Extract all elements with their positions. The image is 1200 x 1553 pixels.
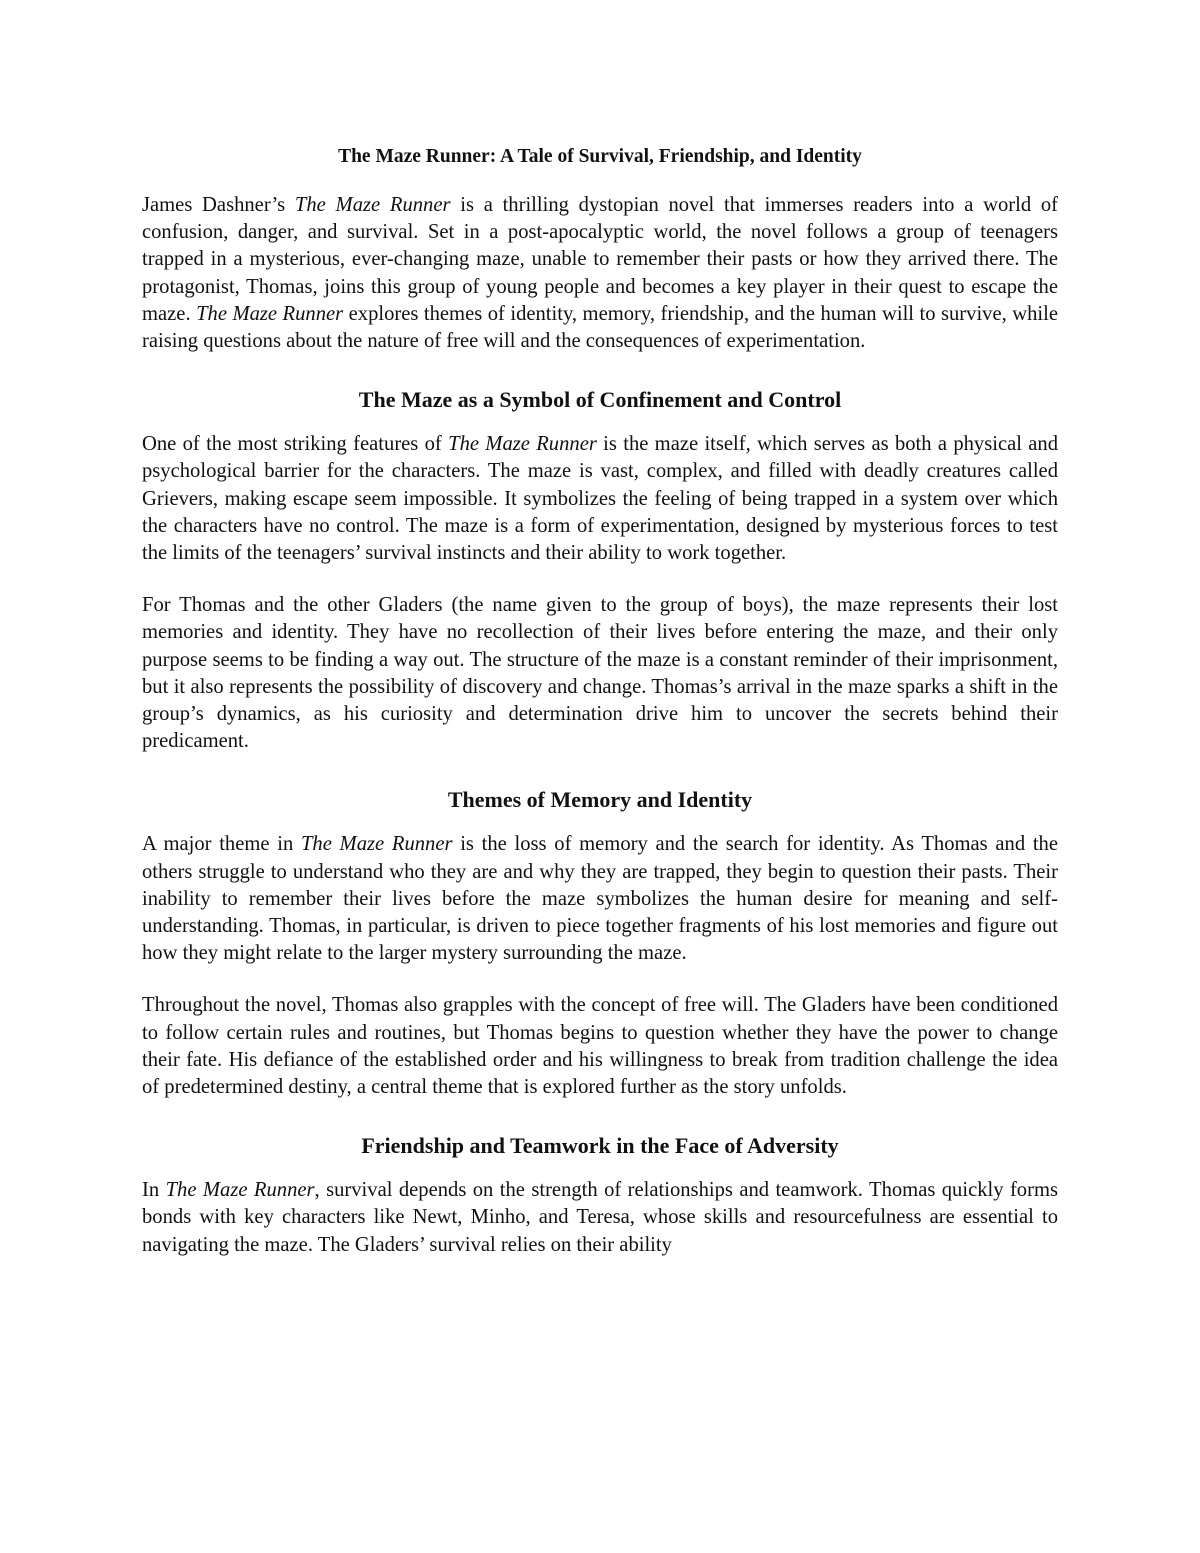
section2-paragraph-1 [142, 831, 1058, 967]
book-title-italic: The Maze Runner [165, 1179, 315, 1202]
section3-paragraph-1 [142, 1177, 1058, 1259]
intro-text-2: is a thrilling dystopian novel that immerses readers into a world of confusion, danger, and survival. Set in a post-apocalyptic world, the novel follows a group of teenagers trapped in a mysterious, ever-changing maze, unable to remember their pasts or how they arrived there. The protagonist, Thomas, joins this group of young people and becomes a key player in their quest to escape the maze. [142, 194, 1059, 325]
section2-p1-text-1: A major theme in [142, 833, 301, 856]
document-page [142, 138, 1058, 1284]
intro-text-1: James Dashner’s [142, 194, 295, 216]
section2-p1-text-2: is the loss of memory and the search for identity. As Thomas and the others struggle to understand who they are and why they are trapped, they begin to question their pasts. Their inability to remember their lives before the maze symbolizes the human desire for meaning and self-understanding. Thomas, in particular, is driven to piece together fragments of his lost memories and figure out how they might relate to the larger mystery surrounding the maze. [142, 833, 1058, 965]
section1-p1-text-1: One of the most striking features of [142, 433, 449, 456]
book-title-italic: The Maze Runner [448, 433, 597, 456]
section-heading-maze-symbol: The Maze as a Symbol of Confinement and Control [358, 387, 842, 413]
book-title-italic: The Maze Runner [294, 194, 451, 216]
document-title: The Maze Runner: A Tale of Survival, Friendship, and Identity [338, 146, 862, 167]
section-heading-memory-identity: Themes of Memory and Identity [447, 787, 753, 813]
section1-paragraph-2: For Thomas and the other Gladers (the name given to the group of boys), the maze represents their lost memories and identity. They have no recollection of their lives before entering the maze, and their only purpose seems to be finding a way out. The structure of the maze is a constant reminder of their imprisonment, but it also represents the possibility of discovery and change. Thomas’s arrival in the maze sparks a shift in the group’s dynamics, as his curiosity and determination drive him to uncover the secrets behind their predicament. [142, 594, 1058, 753]
section1-p1-text-2: is the maze itself, which serves as both a physical and psychological barrier for the characters. The maze is vast, complex, and filled with deadly creatures called Grievers, making escape seem impossible. It symbolizes the feeling of being trapped in a system over which the characters have no control. The maze is a form of experimentation, designed by mysterious forces to test the limits of the teenagers’ survival instincts and their ability to work together. [142, 433, 1059, 565]
section2-paragraph-2: Throughout the novel, Thomas also grapples with the concept of free will. The Gladers have been conditioned to follow certain rules and routines, but Thomas begins to question whether they have the power to change their fate. His defiance of the established order and his willingness to break from tradition challenge the idea of predetermined destiny, a central theme that is explored further as the story unfolds. [142, 994, 1058, 1099]
book-title-italic: The Maze Runner [196, 302, 344, 325]
book-title-italic: The Maze Runner [300, 833, 453, 856]
intro-text-3: explores themes of identity, memory, friendship, and the human will to survive, while raising questions about the nature of free will and the consequences of experimentation. [142, 302, 1058, 353]
section1-paragraph-1 [142, 431, 1058, 567]
intro-paragraph [142, 192, 1058, 355]
section3-p1-text-2: , survival depends on the strength of relationships and teamwork. Thomas quickly forms bonds with key characters like Newt, Minho, and Teresa, whose skills and resourcefulness are essential to navigating the maze. The Gladers’ survival relies on their ability [142, 1179, 1058, 1256]
section3-p1-text-1: In [142, 1179, 166, 1202]
section-heading-friendship-teamwork: Friendship and Teamwork in the Face of Adversity [361, 1133, 839, 1159]
